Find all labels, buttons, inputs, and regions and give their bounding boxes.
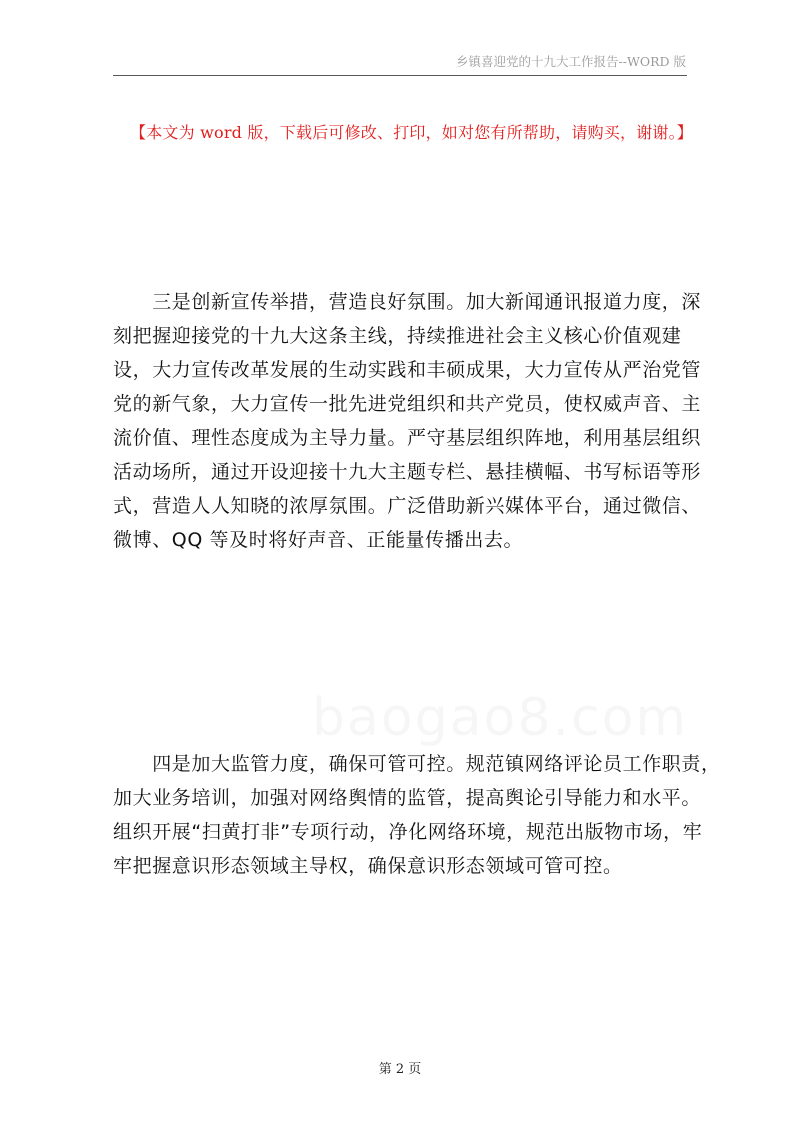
paragraph-line: 流价值、理性态度成为主导力量。严守基层组织阵地，利用基层组织 bbox=[113, 427, 702, 449]
page-number: 第 2 页 bbox=[378, 1062, 422, 1077]
purchase-notice: 【本文为 word 版，下载后可修改、打印，如对您有所帮助，请购买，谢谢。】 bbox=[130, 123, 693, 142]
paragraph-line: 活动场所，通过开设迎接十九大主题专栏、悬挂横幅、书写标语等形 bbox=[113, 461, 702, 483]
paragraph-line: 设，大力宣传改革发展的生动实践和丰硕成果，大力宣传从严治党管 bbox=[113, 359, 702, 381]
paragraph-line: 刻把握迎接党的十九大这条主线，持续推进社会主义核心价值观建 bbox=[113, 325, 682, 347]
paragraph-line: 牢把握意识形态领域主导权，确保意识形态领域可管可控。 bbox=[113, 855, 623, 877]
running-header-title: 乡镇喜迎党的十九大工作报告--WORD 版 bbox=[456, 54, 686, 69]
paragraph-publicity bbox=[113, 285, 702, 557]
paragraph-line: 式，营造人人知晓的浓厚氛围。广泛借助新兴媒体平台，通过微信、 bbox=[113, 495, 702, 517]
header-divider bbox=[113, 75, 687, 76]
site-watermark bbox=[312, 688, 688, 748]
paragraph-line: 党的新气象，大力宣传一批先进党组织和共产党员，使权威声音、主 bbox=[113, 393, 702, 415]
paragraph-line: 三是创新宣传举措，营造良好氛围。加大新闻通讯报道力度，深 bbox=[113, 291, 702, 313]
paragraph-line: 组织开展“扫黄打非”专项行动，净化网络环境，规范出版物市场，牢 bbox=[113, 821, 703, 843]
paragraph-line: 微博、QQ 等及时将好声音、正能量传播出去。 bbox=[113, 529, 524, 551]
paragraph-supervision bbox=[113, 747, 721, 883]
paragraph-line: 四是加大监管力度，确保可管可控。规范镇网络评论员工作职责， bbox=[113, 753, 721, 775]
paragraph-line: 加大业务培训，加强对网络舆情的监管，提高舆论引导能力和水平。 bbox=[113, 787, 702, 809]
